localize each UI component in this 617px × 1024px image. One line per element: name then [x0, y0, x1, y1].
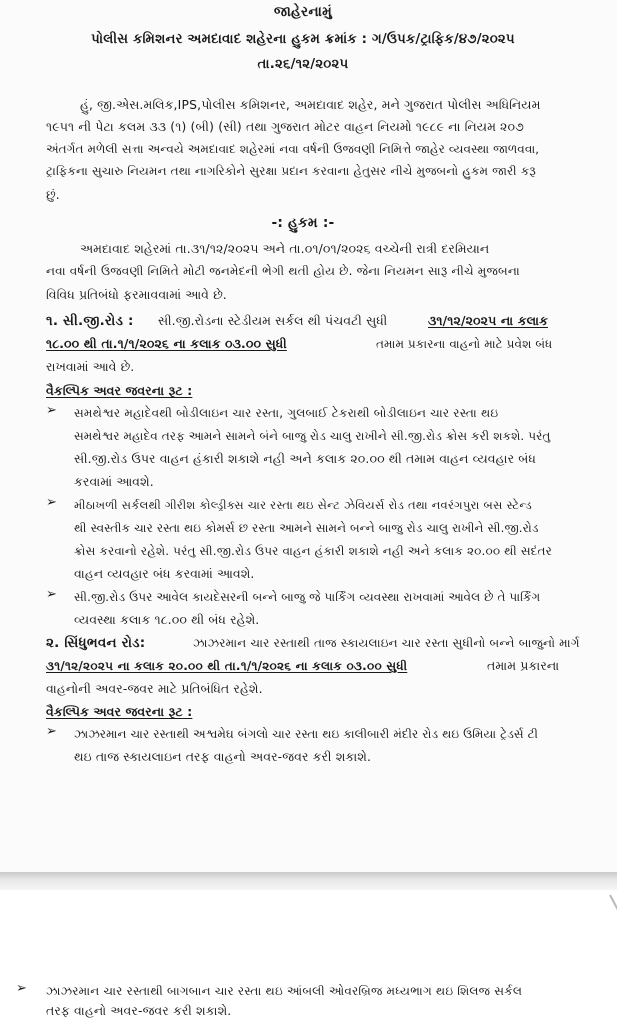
order-intro-line: નવા વર્ષની ઉજવણી નિમિતે મોટી જનમેદની ભેગી થતી હોય છે. જેના નિયમન સારૂ નીચે મુજબના	[46, 264, 520, 278]
bullet-line: થી સ્વસ્તીક ચાર રસ્તા થઇ કોમર્સ છ રસ્તા આમને સામને બન્ને બાજુ રોડ ચાલુ રાખીને સી.જી.રોડ	[74, 521, 539, 535]
bullet-line: ઝાઝરમાન ચાર રસ્તાથી બાગબાન ચાર રસ્તા થઇ આંબલી ઓવરબ્રિજ મધ્યભાગ થઇ શિલજ સર્કલ	[46, 984, 523, 998]
order-heading: -: હુકમ :-	[271, 215, 335, 231]
section2-alt-heading: વૈકલ્પિક અવર જવરના રૂટ :	[46, 705, 193, 719]
bullet-arrow-icon: ➢	[46, 495, 57, 510]
section1-time-bold: ૧૮.૦૦ થી તા.૧/૧/૨૦૨૬ ના કલાક ૦૩.૦૦ સુધી	[46, 337, 287, 351]
bullet-arrow-icon: ➢	[46, 403, 57, 418]
bullet-line: મીઠાખળી સર્કલથી ગીરીશ કોલ્ડ્રીક્સ ચાર રસ્તા થઇ સેન્ટ ઝેવિયર્સ રોડ તથા નવરંગપુરા બસ સ્ટેન્ડ	[74, 498, 532, 512]
bullet-line: વાહન વ્યવહાર બંધ કરવામાં આવશે.	[74, 567, 255, 581]
bullet-line: સમથેશ્વર મહાદેવથી બોડીલાઇન ચાર રસ્તા, ગુલબાઈ ટેકરાથી બોડીલાઇન ચાર રસ્તા થઇ	[74, 406, 499, 420]
page-gap	[0, 872, 617, 890]
intro-line: ટ્રાફિકના સુચારુ નિયમન તથા નાગરિકોને સુરક્ષા પ્રદાન કરવાના હેતુસર નીચે મુજબનો હુકમ જારી કરૂ	[46, 164, 536, 178]
section2-text: ઝાઝરમાન ચાર રસ્તાથી તાજ સ્કાયલાઇન ચાર રસ્તા સુધીનો બન્ને બાજુનો માર્ગ	[193, 636, 580, 650]
section1-text: રાખવામાં આવે છે.	[46, 360, 135, 374]
intro-line: ૧૯૫૧ ની પેટા કલમ ૩૩ (૧) (બી) (સી) તથા ગુજરાત મોટર વાહન નિયમો ૧૯૮૯ ના નિયમ ૨૦૭	[46, 120, 524, 134]
section2-time-bold: ૩૧/૧૨/૨૦૨૫ ના કલાક ૨૦.૦૦ થી તા.૧/૧/૨૦૨૬ ના કલાક ૦૩.૦૦ સુધી	[46, 659, 408, 673]
order-date-line: તા.૨૬/૧૨/૨૦૨૫	[257, 56, 349, 72]
notice-title: જાહેરનામું	[273, 4, 333, 20]
order-intro-line: વિવિધ પ્રતિબંધો ફરમાવવામાં આવે છે.	[46, 288, 227, 302]
intro-line: છું.	[46, 188, 60, 202]
bullet-line: સી.જી.રોડ ઉપર આવેલ કાયદેસરની બન્ને બાજુ જે પાર્કિંગ વ્યવસ્થા રાખવામાં આવેલ છે તે પાર્કિંગ	[74, 590, 541, 604]
intro-line: હું, જી.એસ.મલિક,IPS,પોલીસ કમિશનર, અમદાવાદ શહેર, મને ગુજરાત પોલીસ અધિનિયમ	[80, 98, 541, 112]
bullet-line: સી.જી.રોડ ઉપર વાહન હંકારી શકાશે નહી અને કલાક ૨૦.૦૦ થી તમામ વાહન વ્યવહાર બંધ	[74, 452, 536, 466]
order-intro-line: અમદાવાદ શહેરમાં તા.૩૧/૧૨/૨૦૨૫ અને તા.૦૧/૦૧/૨૦૨૬ વચ્ચેની રાત્રી દરમિયાન	[80, 242, 490, 256]
section1-time-bold: ૩૧/૧૨/૨૦૨૫ ના કલાક	[428, 314, 548, 328]
section1-heading: ૧. સી.જી.રોડ :	[46, 313, 134, 329]
section1-text: તમામ પ્રકારના વાહનો માટે પ્રવેશ બંધ	[376, 337, 553, 351]
bullet-line: ક્રોસ કરવાનો રહેશે. પરંતુ સી.જી.રોડ ઉપર વાહન હંકારી શકાશે નહી અને કલાક ૨૦.૦૦ થી સદંતર	[74, 544, 552, 558]
bullet-arrow-icon: ➢	[46, 587, 57, 602]
bullet-line: તરફ વાહનો અવર-જવર કરી શકાશે.	[46, 1004, 232, 1018]
section2-text: તમામ પ્રકારના	[487, 659, 560, 673]
bullet-line: થઇ તાજ સ્કાયલાઇન તરફ વાહનો અવર-જવર કરી શકાશે.	[74, 750, 372, 764]
section2-text: વાહનોની અવર-જવર માટે પ્રતિબંધિત રહેશે.	[46, 682, 263, 696]
bullet-line: ઝાઝરમાન ચાર રસ્તાથી અશ્વમેઘ બંગલો ચાર રસ્તા થઇ કાલીબારી મંદીર રોડ થઇ ઉમિયા ટ્રેડર્સ ટી	[74, 727, 539, 741]
bullet-line: સમથેશ્વર મહાદેવ તરફ આમને સામને બંને બાજુ રોડ ચાલુ રાખીને સી.જી.રોડ ક્રોસ કરી શકશે. પરંતુ	[74, 429, 551, 443]
bullet-line: કરવામાં આવશે.	[74, 475, 154, 489]
order-number-line: પોલીસ કમિશનર અમદાવાદ શહેરના હુકમ ક્રમાંક : ગ/ઉપક/ટ્રાફિક/૪૭/૨૦૨૫	[91, 31, 515, 47]
section2-heading: ૨. સિંધુભવન રોડ:	[46, 635, 146, 651]
bullet-line: વ્યવસ્થા કલાક ૧૮.૦૦ થી બંધ રહેશે.	[74, 613, 260, 627]
intro-line: અંતર્ગત મળેલી સત્તા અન્વયે અમદાવાદ શહેરમાં નવા વર્ષની ઉજવણી નિમિત્તે જાહેર વ્યવસ્થા જાળવવા,	[46, 142, 540, 156]
section1-alt-heading: વૈકલ્પિક અવર જવરના રૂટ :	[46, 384, 193, 398]
section1-text: સી.જી.રોડના સ્ટેડીયમ સર્કલ થી પંચવટી સુધી	[158, 314, 388, 328]
bullet-arrow-icon: ➢	[46, 724, 57, 739]
bullet-arrow-icon: ➢	[16, 981, 27, 996]
